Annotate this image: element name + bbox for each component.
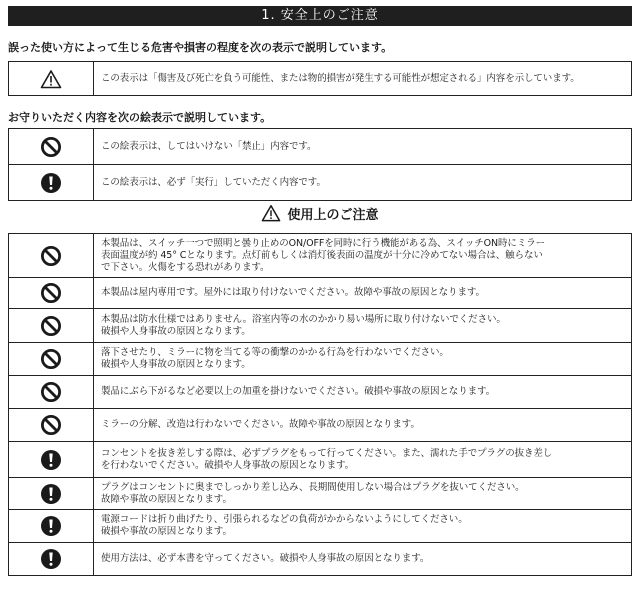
usage-heading-text: 使用上のご注意 bbox=[287, 208, 379, 223]
caution-text-line: 落下させたり、ミラーに物を当てる等の衝撃のかかる行為を行わないでください。 bbox=[101, 347, 449, 358]
legend-row-mandatory bbox=[9, 165, 632, 201]
warning-triangle-icon bbox=[261, 204, 281, 222]
mandatory-exclamation-icon bbox=[40, 548, 62, 570]
mandatory-exclamation-icon bbox=[40, 172, 62, 194]
legend-row-prohibited bbox=[9, 129, 632, 165]
caution-icon-cell bbox=[9, 234, 94, 278]
intro-severity-text: 誤った使い方によって生じる危害や損害の程度を次の表示で説明しています。 bbox=[8, 41, 393, 54]
caution-text-line: 本製品は屋内専用です。屋外には取り付けないでください。故障や事故の原因となります。 bbox=[101, 287, 485, 298]
caution-text-line: ミラーの分解、改造は行わないでください。故障や事故の原因となります。 bbox=[101, 419, 420, 430]
caution-icon-cell bbox=[9, 478, 94, 510]
caution-row bbox=[9, 478, 632, 510]
section-title: 1. 安全上のご注意 bbox=[8, 6, 632, 26]
mandatory-exclamation-icon bbox=[40, 449, 62, 471]
mandatory-exclamation-icon bbox=[40, 483, 62, 505]
caution-text-line: 電源コードは折り曲げたり、引張られるなどの負荷がかからないようにしてください。 bbox=[101, 514, 468, 525]
caution-text-line: を行わないでください。破損や人身事故の原因となります。 bbox=[101, 459, 355, 471]
caution-text bbox=[94, 309, 632, 343]
warning-triangle-icon bbox=[40, 69, 62, 89]
usage-cautions-table bbox=[8, 233, 632, 576]
caution-text-line: 破損や人身事故の原因となります。 bbox=[101, 359, 251, 370]
warning-legend-row bbox=[9, 62, 632, 96]
caution-icon-cell bbox=[9, 409, 94, 442]
caution-row bbox=[9, 309, 632, 343]
legend-text-prohibited: この絵表示は、してはいけない「禁止」内容です。 bbox=[94, 129, 632, 165]
prohibition-icon bbox=[40, 348, 62, 370]
caution-text bbox=[94, 409, 632, 442]
caution-icon-cell bbox=[9, 376, 94, 409]
warning-legend-table bbox=[8, 61, 632, 96]
caution-icon-cell bbox=[9, 543, 94, 576]
caution-text bbox=[94, 543, 632, 576]
caution-text-line: 故障や事故の原因となります。 bbox=[101, 493, 232, 505]
caution-text-line: 製品にぶら下がるなど必要以上の加重を掛けないでください。破損や事故の原因となります。 bbox=[101, 386, 496, 397]
caution-text-line: 破損や人身事故の原因となります。 bbox=[101, 325, 251, 337]
caution-row bbox=[9, 234, 632, 278]
caution-row bbox=[9, 510, 632, 543]
symbol-legend-table bbox=[8, 128, 632, 201]
caution-text-line: コンセントを抜き差しする際は、必ずプラグをもって行ってください。また、濡れた手でプラグの抜き差し bbox=[101, 447, 553, 459]
caution-text-line: で下さい。火傷をする恐れがあります。 bbox=[101, 261, 270, 273]
prohibition-icon bbox=[40, 381, 62, 403]
caution-icon-cell bbox=[9, 442, 94, 478]
caution-text-line: 破損や事故の原因となります。 bbox=[101, 526, 232, 537]
caution-text-line: プラグはコンセントに奥までしっかり差し込み、長期間使用しない場合はプラグを抜いてください。 bbox=[101, 481, 525, 493]
caution-icon-cell bbox=[9, 343, 94, 376]
warning-legend-text: この表示は「傷害及び死亡を負う可能性、または物的損害が発生する可能性が想定される」内容を示しています。 bbox=[94, 62, 632, 96]
caution-text bbox=[94, 510, 632, 543]
prohibition-icon bbox=[40, 245, 62, 267]
caution-row bbox=[9, 343, 632, 376]
usage-heading bbox=[0, 204, 640, 226]
prohibition-icon bbox=[40, 136, 62, 158]
prohibition-icon bbox=[40, 282, 62, 304]
caution-row bbox=[9, 278, 632, 309]
caution-row bbox=[9, 409, 632, 442]
caution-text-line: 本製品は防水仕様ではありません。浴室内等の水のかかり易い場所に取り付けないでください。 bbox=[101, 313, 506, 325]
caution-row bbox=[9, 376, 632, 409]
caution-text bbox=[94, 278, 632, 309]
prohibition-icon bbox=[40, 414, 62, 436]
caution-text bbox=[94, 376, 632, 409]
caution-icon-cell bbox=[9, 278, 94, 309]
caution-icon-cell bbox=[9, 309, 94, 343]
caution-text-line: 表面温度が約 45° Cとなります。点灯前もしくは消灯後表面の温度が十分に冷めてない場合は、触らない bbox=[101, 249, 543, 261]
intro-symbols-text: お守りいただく内容を次の絵表示で説明しています。 bbox=[8, 111, 272, 124]
caution-row bbox=[9, 543, 632, 576]
caution-text bbox=[94, 478, 632, 510]
caution-text-line: 本製品は、スイッチ一つで照明と曇り止めのON/OFFを同時に行う機能がある為、スイッチON時にミラー bbox=[101, 237, 546, 249]
caution-icon-cell bbox=[9, 510, 94, 543]
mandatory-exclamation-icon bbox=[40, 515, 62, 537]
caution-text bbox=[94, 234, 632, 278]
caution-row bbox=[9, 442, 632, 478]
prohibition-icon bbox=[40, 315, 62, 337]
caution-text-line: 使用方法は、必ず本書を守ってください。破損や人身事故の原因となります。 bbox=[101, 553, 430, 564]
caution-text bbox=[94, 343, 632, 376]
warning-legend-icon-cell bbox=[9, 62, 94, 96]
legend-text-mandatory: この絵表示は、必ず「実行」していただく内容です。 bbox=[94, 165, 632, 201]
caution-text bbox=[94, 442, 632, 478]
